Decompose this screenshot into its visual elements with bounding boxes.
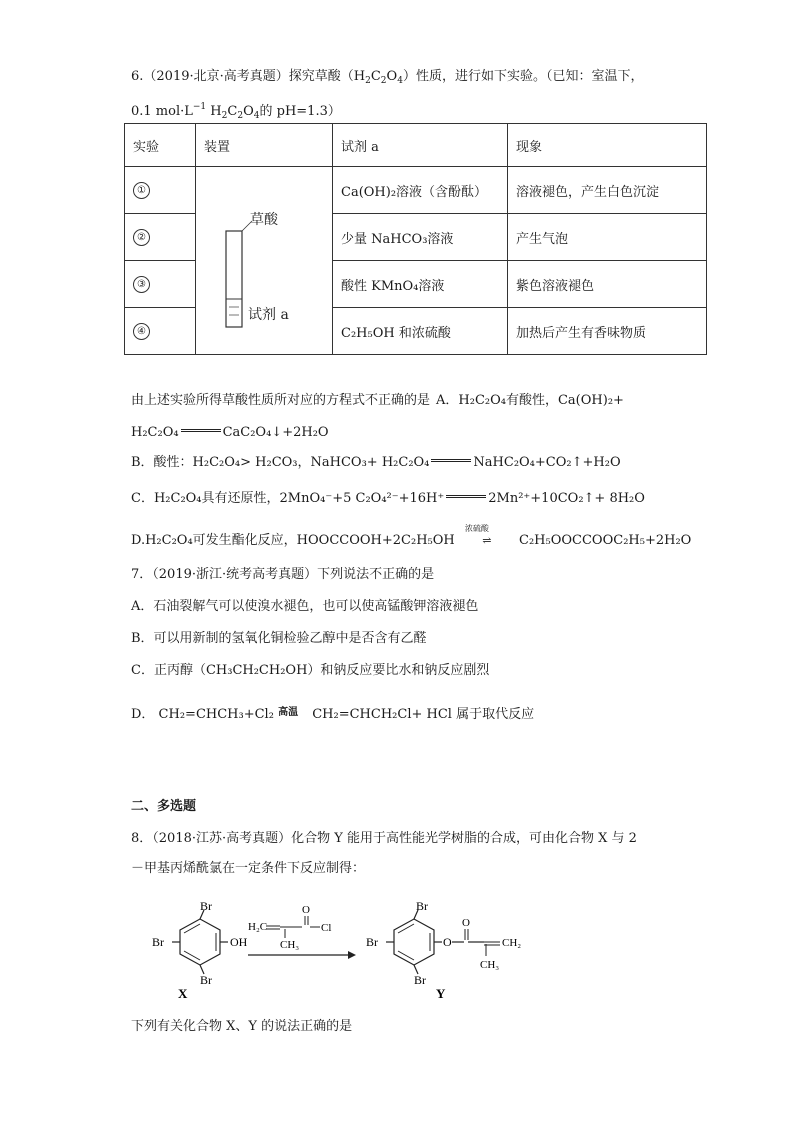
x-br-bottom: Br (200, 973, 212, 987)
q6-ph: 的 pH=1.3） (259, 104, 341, 119)
row-reagent: 酸性 KMnO₄溶液 (333, 261, 508, 308)
y-br-bottom: Br (414, 973, 426, 987)
row-result: 产生气泡 (508, 214, 707, 261)
q7-condition-text: 高温 (278, 707, 299, 718)
q7-d-left: D． CH₂=CHCH₃+Cl₂ (131, 707, 274, 722)
q6-source: （2019·北京·高考真题） (143, 69, 289, 84)
q6-text-a: 探究草酸（H (288, 69, 366, 84)
row-id: ① (133, 182, 150, 199)
option-c-right: 2Mn²⁺+10CO₂↑+ 8H₂O (488, 491, 645, 506)
reagent-cl: Cl (321, 922, 332, 934)
header-apparatus: 装置 (196, 124, 333, 167)
reagent-h2c: H₂C (248, 921, 268, 933)
q7-option-b: B．可以用新制的氢氧化铜检验乙醇中是否含有乙醛 (131, 631, 427, 646)
y-ester-o: O (443, 935, 452, 949)
q7-d-right: CH₂=CHCH₂Cl+ HCl 属于取代反应 (312, 707, 535, 722)
q6-question-text: 由上述实验所得草酸性质所对应的方程式不正确的是 (131, 393, 431, 408)
q6-stem-line1: 6.（2019·北京·高考真题）探究草酸$(H_2C_2O_4)$性质，进行如下实验。（已知：室温下， (131, 69, 644, 86)
x-br-top: Br (200, 900, 212, 913)
label-oxalic: 草酸 (250, 211, 278, 228)
q7-stem: 7．（2019·浙江·统考高考真题）下列说法不正确的是 (131, 567, 435, 582)
row-reagent: C₂H₅OH 和浓硫酸 (333, 308, 508, 355)
apparatus-cell (196, 167, 333, 355)
y-br-left: Br (366, 935, 378, 949)
q8-question: 下列有关化合物 X、Y 的说法正确的是 (131, 1019, 353, 1034)
label-x: X (178, 986, 188, 1001)
row-id: ④ (133, 323, 150, 340)
option-c-left: C．H₂C₂O₄具有还原性，2MnO₄⁻+5 C₂O₄²⁻+16H⁺ (131, 491, 445, 506)
option-b-left: B．酸性：H₂C₂O₄> H₂CO₃，NaHCO₃+ H₂C₂O₄ (131, 455, 430, 470)
condition-text: 浓硫酸 (464, 524, 489, 533)
benzene-ring-y (394, 919, 434, 965)
option-a-left: H₂C₂O₄ (131, 425, 179, 440)
label-y: Y (436, 986, 446, 1001)
x-oh: OH (230, 935, 248, 949)
reagent-o: O (302, 904, 310, 916)
option-d (131, 524, 692, 550)
q7-option-a: A．石油裂解气可以使溴水褪色，也可以使高锰酸钾溶液褪色 (131, 599, 479, 614)
benzene-ring-x (180, 919, 220, 965)
q8-line1: 8．（2018·江苏·高考真题）化合物 Y 能用于高性能光学树脂的合成，可由化合物 X 与 2 (131, 831, 637, 846)
q7-option-c: C．正丙醇（CH₃CH₂CH₂OH）和钠反应要比水和钠反应剧烈 (131, 663, 490, 678)
q8-line2: －甲基丙烯酰氯在一定条件下反应制得： (131, 861, 366, 876)
row-reagent: Ca(OH)₂溶液（含酚酞） (333, 167, 508, 214)
option-d-right: C₂H₅OOCCOOC₂H₅+2H₂O (519, 533, 692, 548)
row-result: 紫色溶液褪色 (508, 261, 707, 308)
y-ch2: CH₂ (502, 937, 522, 949)
section-heading: 二、多选题 (131, 799, 197, 814)
row-result: 加热后产生有香味物质 (508, 308, 707, 355)
q7-option-d (131, 706, 534, 724)
y-br-top: Br (416, 900, 428, 913)
option-b-right: NaHC₂O₄+CO₂↑+H₂O (473, 455, 621, 470)
option-c (131, 490, 645, 508)
test-tube-diagram (204, 169, 324, 349)
row-reagent: 少量 NaHCO₃溶液 (333, 214, 508, 261)
test-tube-icon (226, 231, 242, 327)
option-d-left: D.H₂C₂O₄可发生酯化反应，HOOCCOOH+2C₂H₅OH (131, 533, 455, 548)
row-id: ② (133, 229, 150, 246)
experiment-table (124, 123, 707, 355)
row-id: ③ (133, 276, 150, 293)
q6-h: H (206, 104, 222, 119)
q6-text-b: 性质，进行如下实验。（已知：室温下， (415, 69, 644, 84)
row-result: 溶液褪色，产生白色沉淀 (508, 167, 707, 214)
header-experiment: 实验 (125, 124, 196, 167)
equals-arrow (181, 429, 221, 432)
q6-stem-line2: 0.1 $mol\cdot L^{-1}$ $H_2C_2O_4$的 pH=1.3） (131, 102, 341, 121)
table-header-row (125, 124, 707, 167)
label-reagent-a: 试剂 a (248, 306, 289, 323)
q6-question (131, 392, 624, 410)
reaction-condition: 浓硫酸 ⇌ (459, 532, 515, 550)
table-row (125, 167, 707, 214)
header-reagent: 试剂 a (333, 124, 508, 167)
y-ch3: CH₃ (480, 959, 500, 971)
q6-conc: 0.1 mol·L (131, 104, 193, 119)
header-phenomenon: 现象 (508, 124, 707, 167)
option-a-line2 (131, 424, 329, 442)
reaction-scheme (130, 900, 550, 1010)
x-br-left: Br (152, 935, 164, 949)
option-b (131, 454, 621, 472)
option-a-line1: A．H₂C₂O₄有酸性，Ca(OH)₂+ (436, 393, 624, 408)
q6-number: 6. (131, 69, 144, 84)
reagent-ch3: CH₃ (280, 939, 300, 951)
y-carbonyl-o: O (462, 917, 470, 929)
option-a-right: CaC₂O₄↓+2H₂O (222, 425, 329, 440)
